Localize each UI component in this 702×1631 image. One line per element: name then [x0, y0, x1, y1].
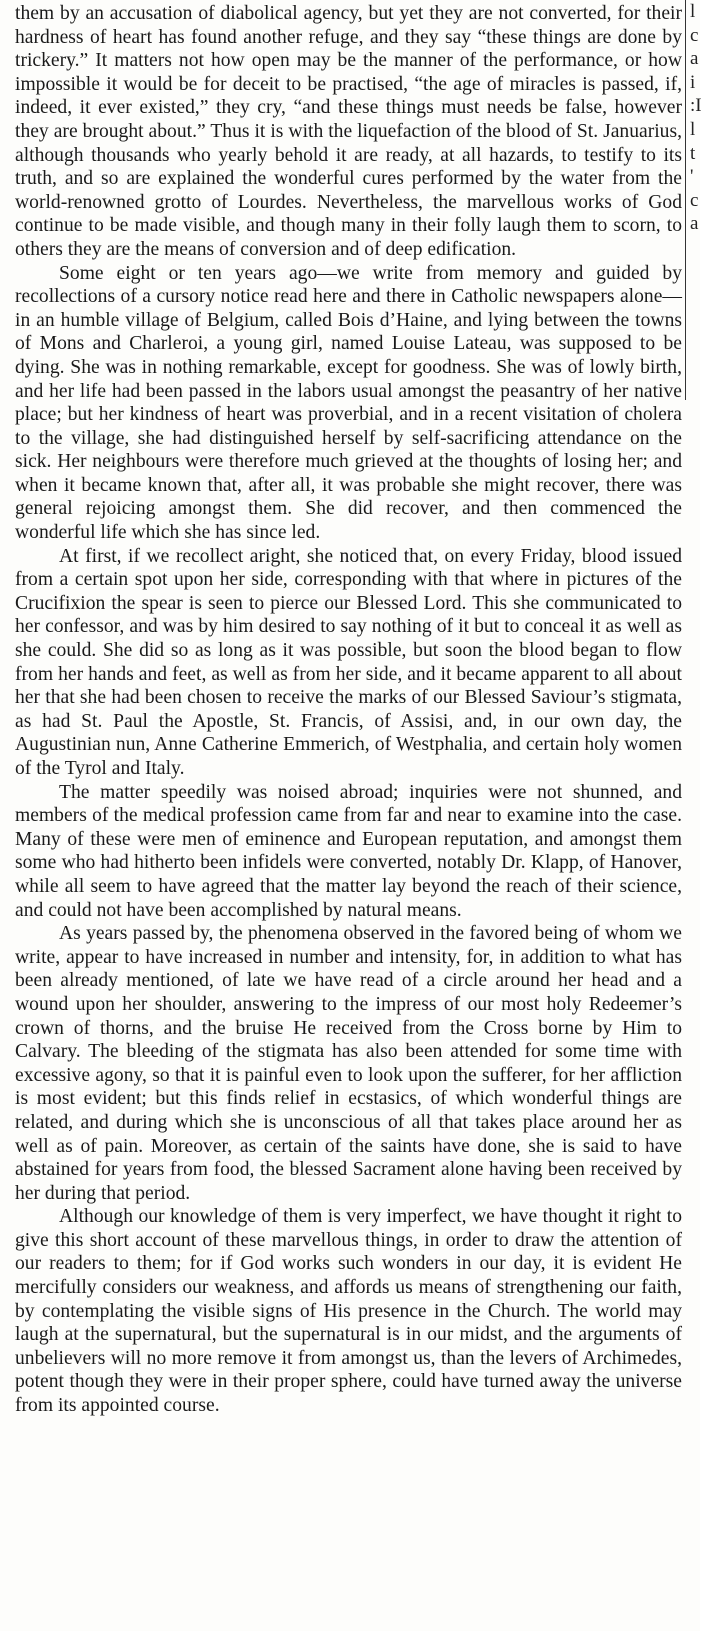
article-paragraph-5: As years passed by, the phenomena observed in the favored being of whom we write, appear to have increased in number and intensity, for, in addition to what has been already mentioned, of late we have read of a circle around her head and a wound upon her shoulder, answering to the impress of our most holy Redeemer’s crown of thorns, and the bruise He received from the Cross borne by Him to Calvary. The bleeding of the stigmata has also been attended for some time with excessive agony, so that it is painful even to look upon the sufferer, for her affliction is most evident; but this finds relief in ecstasics, of which wonderful things are related, and during which she is unconscious of all that takes place around her as well as of pain. Moreover, as certain of the saints have done, she is said to have abstained for years from food, the blessed Sacrament alone having been received by her during that period. [15, 923, 682, 1204]
column-divider-rule [685, 0, 686, 400]
adjacent-fragment: a [690, 213, 699, 235]
article-column [15, 2, 682, 1418]
adjacent-fragment: :I [690, 95, 702, 117]
adjacent-fragment: l [690, 1, 696, 22]
adjacent-fragment: ' [690, 166, 694, 188]
article-paragraph-2: Some eight or ten years ago—we write from memory and guided by recollections of a cursory notice read here and there in Catholic newspapers alone—in an humble village of Belgium, called Bois d’Haine, and lying between the towns of Mons and Charleroi, a young girl, named Louise Lateau, was supposed to be dying. She was in nothing remarkable, except for goodness. She was of lowly birth, and her life had been passed in the labors usual amongst the peasantry of her native place; but her kindness of heart was proverbial, and in a recent visitation of cholera to the village, she had distinguished herself by self-sacrificing attendance on the sick. Her neighbours were therefore much grieved at the thoughts of losing her; and when it became known that, after all, it was probable she might recover, there was general rejoicing amongst them. She did recover, and then commenced the wonderful life which she has since led. [15, 262, 682, 544]
article-paragraph-1: them by an accusation of diabolical agency, but yet they are not converted, for their hardness of heart has found another refuge, and they say “these things are done by trickery.” It matters not how open may be the manner of the performance, or how impossible it would be for deceit to be practised, “the age of miracles is passed, if, indeed, it ever existed,” they cry, “and these things must needs be false, however they are brought about.” Thus it is with the liquefaction of the blood of St. Januarius, although thousands who yearly behold it are ready, at all hazards, to testify to its truth, and so are explained the wonderful cures performed by the water from the world-renowned grotto of Lourdes. Nevertheless, the marvellous works of God continue to be made visible, and though many in their folly laugh them to scorn, to others they are the means of conversion and of deep edification. [15, 3, 682, 260]
article-paragraph-4: The matter speedily was noised abroad; inquiries were not shunned, and members of the medical profession came from far and near to examine into the case. Many of these were men of eminence and European reputation, and amongst them some who had hitherto been infidels were converted, notably Dr. Klapp, of Hanover, while all seem to have agreed that the matter lay beyond the reach of their science, and could not have been accomplished by natural means. [15, 781, 682, 921]
adjacent-fragment: c [690, 24, 699, 46]
adjacent-fragment: c [690, 189, 699, 211]
article-paragraph-6: Although our knowledge of them is very imperfect, we have thought it right to give this short account of these marvellous things, in order to draw the attention of our readers to them; for if God works such wonders in our day, it is evident He mercifully considers our weakness, and affords us means of strengthening our faith, by contemplating the visible signs of His presence in the Church. The world may laugh at the supernatural, but the supernatural is in our midst, and the arguments of unbelievers will no more remove it from amongst us, than the levers of Archimedes, potent though they were in their proper sphere, could have turned away the universe from its appointed course. [15, 1206, 682, 1417]
adjacent-fragment: l [690, 118, 696, 140]
adjacent-fragment: a [690, 48, 699, 70]
adjacent-fragment: i [690, 71, 696, 93]
adjacent-fragment: t [690, 142, 696, 164]
adjacent-column-fragments [690, 0, 702, 240]
article-paragraph-3: At first, if we recollect aright, she noticed that, on every Friday, blood issued from a certain spot upon her side, corresponding with that where in pictures of the Crucifixion the spear is seen to pierce our Blessed Lord. This she communicated to her confessor, and was by him desired to say nothing of it but to conceal it as well as she could. She did so as long as it was possible, but soon the blood began to flow from her hands and feet, as well as from her side, and it became apparent to all about her that she had been chosen to receive the marks of our Blessed Saviour’s stigmata, as had St. Paul the Apostle, St. Francis, of Assisi, and, in our own day, the Augustinian nun, Anne Catherine Emmerich, of Westphalia, and certain holy women of the Tyrol and Italy. [15, 545, 682, 779]
